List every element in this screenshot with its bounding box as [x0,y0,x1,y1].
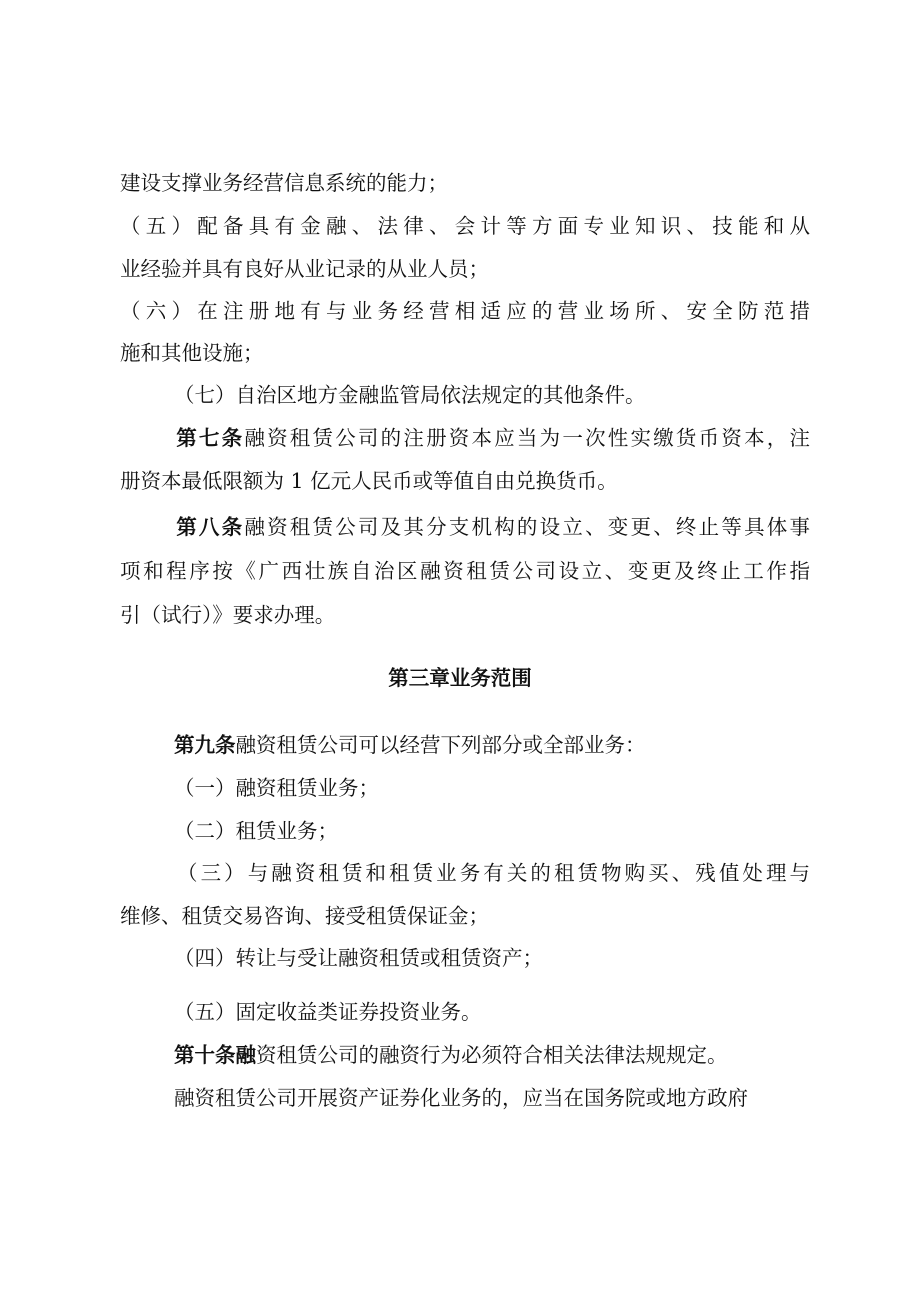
list-item: （一）融资租赁业务； [174,776,379,800]
list-item: （五）固定收益类证券投资业务。 [174,1000,482,1024]
article-10-label: 第十条融 [174,1043,256,1067]
article-9-line-1 [174,730,646,760]
article-10-line-1 [174,1040,728,1070]
article-10-text: 资租赁公司的融资行为必须符合相关法律法规规定。 [256,1043,728,1067]
article-10-line-2: 融资租赁公司开展资产证券化业务的，应当在国务院或地方政府 [174,1086,748,1110]
article-8-line-2: 项和程序按《广西壮族自治区融资租赁公司设立、变更及终止工作指 [120,559,810,583]
article-7-line-2: 册资本最低限额为 1 亿元人民币或等值自由兑换货币。 [120,469,618,493]
list-item-continuation: 维修、租赁交易咨询、接受租赁保证金； [120,904,489,928]
text-line: （七）自治区地方金融监管局依法规定的其他条件。 [174,383,646,407]
text-line: 业经验并具有良好从业记录的从业人员； [120,257,489,281]
article-8-label: 第八条 [174,515,245,539]
article-7-label: 第七条 [174,426,245,450]
article-7-text: 融资租赁公司的注册资本应当为一次性实缴货币资本，注 [244,426,811,450]
text-line: 建设支撑业务经营信息系统的能力； [120,171,448,195]
article-7-line-1 [120,423,810,453]
text-line: （六）在注册地有与业务经营相适应的营业场所、安全防范措 [120,299,810,323]
text-line: 施和其他设施； [120,341,264,365]
article-8-text: 融资租赁公司及其分支机构的设立、变更、终止等具体事 [244,515,811,539]
list-item: （四）转让与受让融资租赁或租赁资产； [174,946,543,970]
article-9-label: 第九条 [174,733,236,757]
article-8-line-1 [120,512,810,542]
list-item: （二）租赁业务； [174,819,338,843]
list-item [120,858,810,888]
list-item-text: （三）与融资租赁和租赁业务有关的租赁物购买、残值处理与 [174,861,810,885]
article-9-text: 融资租赁公司可以经营下列部分或全部业务： [235,733,646,757]
text-line: （五）配备具有金融、法律、会计等方面专业知识、技能和从 [120,214,810,238]
chapter-title: 第三章业务范围 [388,666,532,690]
article-8-line-3: 引（试行）》要求办理。 [120,603,336,627]
